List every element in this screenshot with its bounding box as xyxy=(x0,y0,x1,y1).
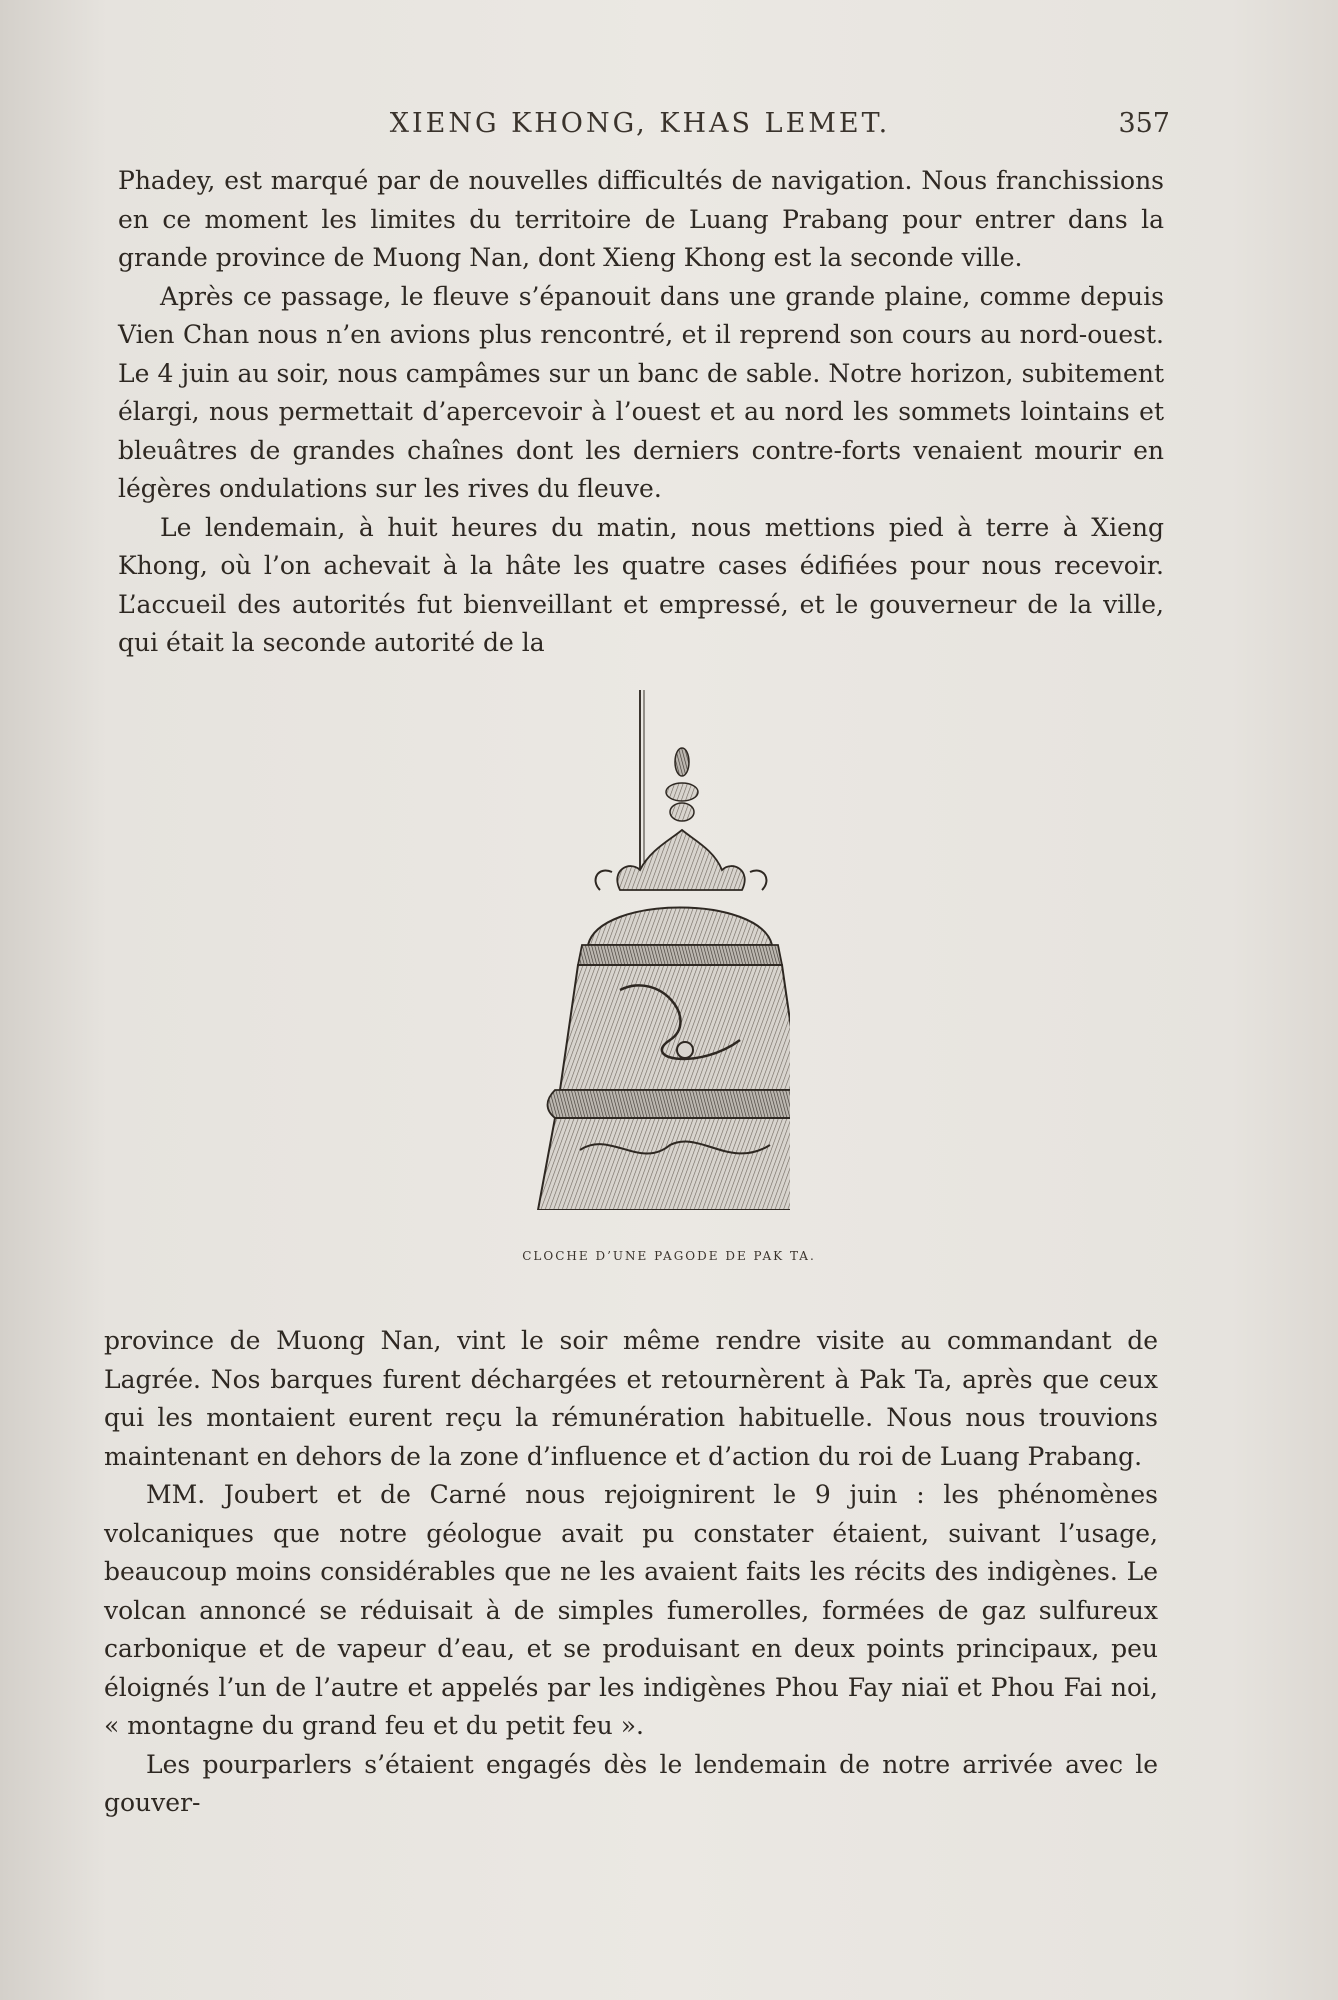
paragraph: Les pourparlers s’étaient engagés dès le lendemain de notre arrivée avec le gouver- xyxy=(104,1749,1158,1817)
paragraph: Le lendemain, à huit heures du matin, nous mettions pied à terre à Xieng Khong, où l’on achevait à la hâte les quatre cases édifiées pour nous recevoir. L’accueil des autorités fut bienveillant et empressé, et le gouverneur de la ville, qui était la seconde autorité de la xyxy=(118,512,1164,657)
page-number: 357 xyxy=(1118,108,1170,139)
temple-bell-engraving-icon xyxy=(470,690,790,1210)
paragraph: Après ce passage, le fleuve s’épanouit dans une grande plaine, comme depuis Vien Chan nous n’en avions plus rencontré, et il reprend son cours au nord-ouest. Le 4 juin au soir, nous campâmes sur un banc de sable. Notre horizon, subitement élargi, nous permettait d’apercevoir à l’ouest et au nord les sommets lointains et bleuâtres de grandes chaînes dont les derniers contre-forts venaient mourir en légères ondulations sur les rives du fleuve. xyxy=(118,281,1164,503)
body-text-top xyxy=(118,162,1164,663)
page-header xyxy=(110,108,1170,148)
bell-illustration xyxy=(470,690,790,1210)
paragraph: MM. Joubert et de Carné nous rejoignirent le 9 juin : les phénomènes volcaniques que notre géologue avait pu constater étaient, suivant l’usage, beaucoup moins considérables que ne les avaient faits les récits des indigènes. Le volcan annoncé se réduisait à de simples fumerolles, formées de gaz sulfureux carbonique et de vapeur d’eau, et se produisant en deux points principaux, peu éloignés l’un de l’autre et appelés par les indigènes Phou Fay niaï et Phou Fai noi, « montagne du grand feu et du petit feu ». xyxy=(104,1480,1158,1740)
figure-caption: CLOCHE D’UNE PAGODE DE PAK TA. xyxy=(522,1249,816,1263)
paragraph: province de Muong Nan, vint le soir même rendre visite au commandant de Lagrée. Nos barques furent déchargées et retournèrent à Pak Ta, après que ceux qui les montaient eurent reçu la rémunération habituelle. Nous nous trouvions maintenant en dehors de la zone d’influence et d’action du roi de Luang Prabang. xyxy=(104,1326,1158,1471)
running-title: XIENG KHONG, KHAS LEMET. xyxy=(389,108,891,139)
body-text-bottom xyxy=(104,1322,1158,1823)
paragraph: Phadey, est marqué par de nouvelles difficultés de navigation. Nous franchissions en ce moment les limites du territoire de Luang Prabang pour entrer dans la grande province de Muong Nan, dont Xieng Khong est la seconde ville. xyxy=(118,166,1164,272)
